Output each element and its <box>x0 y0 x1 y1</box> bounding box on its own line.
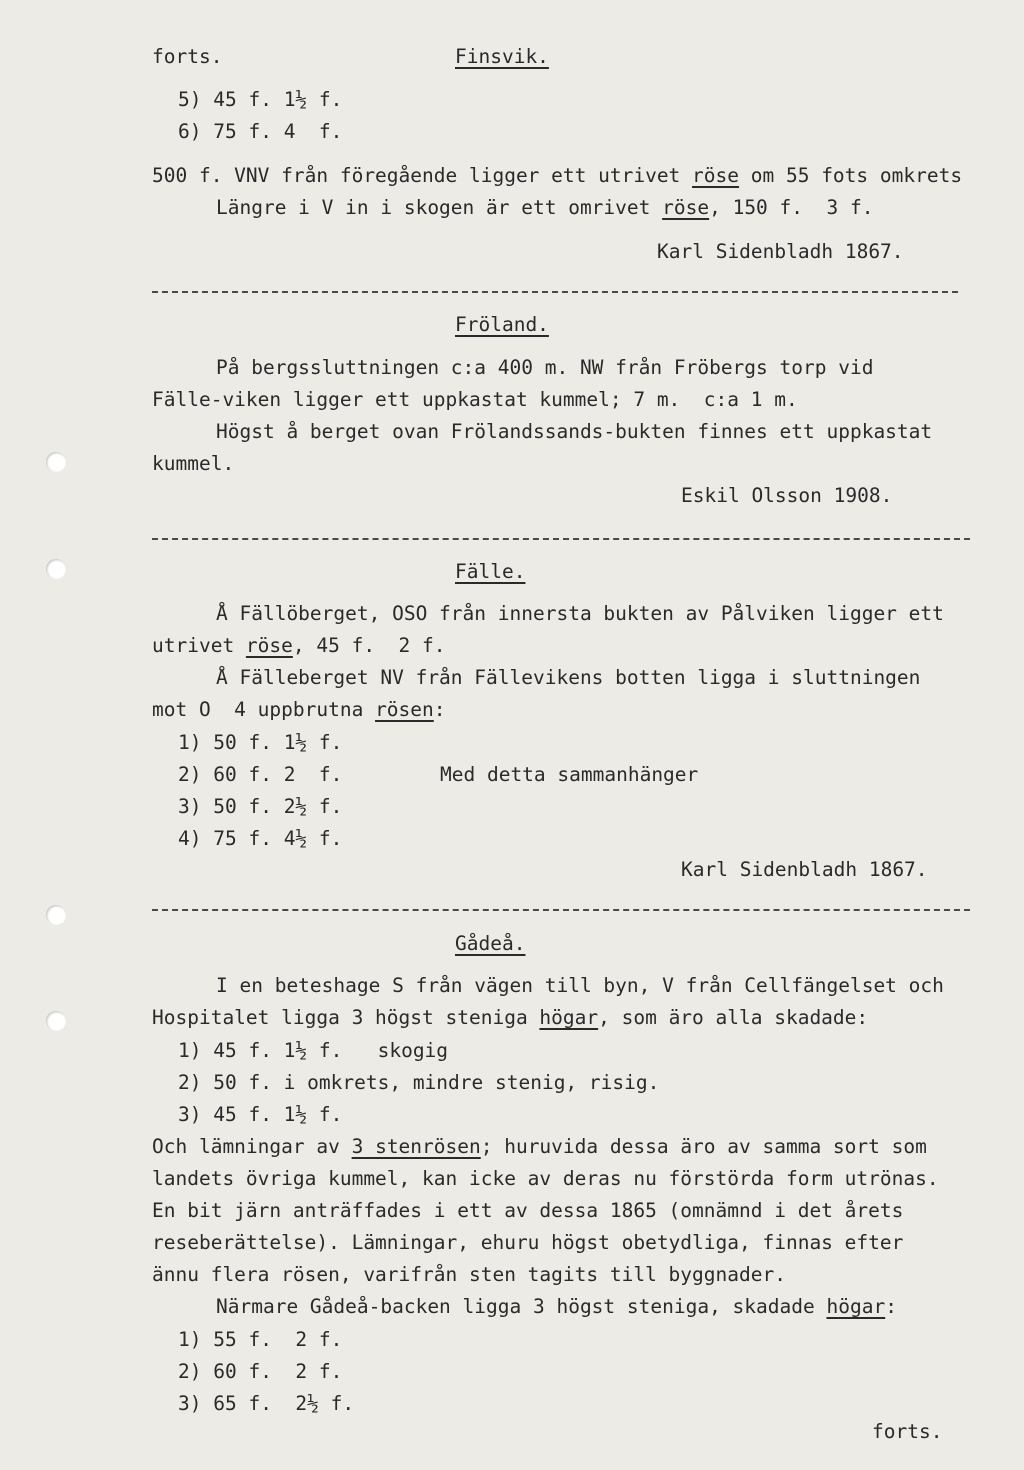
punch-hole <box>46 559 66 579</box>
paragraph-line: På bergssluttningen c:a 400 m. NW från Fröbergs torp vid <box>216 356 874 379</box>
signature: Eskil Olsson 1908. <box>681 484 893 507</box>
paragraph-line: Å Fälleberget NV från Fällevikens botten ligga i sluttningen <box>216 666 921 689</box>
section-title-falle: Fälle. <box>455 560 526 583</box>
paragraph-line: 500 f. VNV från föregående ligger ett utrivet röse om 55 fots omkrets <box>152 164 963 187</box>
header-forts: forts. <box>152 45 223 68</box>
list-item: 5) 45 f. 1½ f. <box>178 88 343 111</box>
list-note: Med detta sammanhänger <box>440 763 699 786</box>
list-item: 4) 75 f. 4½ f. <box>178 827 343 850</box>
paragraph-line: landets övriga kummel, kan icke av deras nu förstörda form utrönas. <box>152 1167 939 1190</box>
list-item: 3) 45 f. 1½ f. <box>178 1103 343 1126</box>
paragraph-line: Närmare Gådeå-backen ligga 3 högst steniga, skadade högar: <box>216 1295 897 1318</box>
paragraph-line: Högst å berget ovan Frölandssands-bukten finnes ett uppkastat <box>216 420 933 443</box>
punch-hole <box>46 905 66 925</box>
paragraph-line: I en beteshage S från vägen till byn, V från Cellfängelset och <box>216 974 944 997</box>
paragraph-line: kummel. <box>152 452 235 475</box>
section-title-finsvik: Finsvik. <box>455 45 549 68</box>
paragraph-line: Å Fällöberget, OSO från innersta bukten av Pålviken ligger ett <box>216 602 944 625</box>
section-title-froland: Fröland. <box>455 313 549 336</box>
paragraph-line: ännu flera rösen, varifrån sten tagits till byggnader. <box>152 1263 786 1286</box>
paragraph-line: Och lämningar av 3 stenrösen; huruvida dessa äro av samma sort som <box>152 1135 927 1158</box>
list-item: 6) 75 f. 4 f. <box>178 120 343 143</box>
section-divider <box>152 538 970 540</box>
list-item: 2) 50 f. i omkrets, mindre stenig, risig. <box>178 1071 660 1094</box>
list-item: 1) 50 f. 1½ f. <box>178 731 343 754</box>
list-item: 1) 45 f. 1½ f. skogig <box>178 1039 449 1062</box>
signature: Karl Sidenbladh 1867. <box>681 858 928 881</box>
punch-hole <box>46 1011 66 1031</box>
section-divider <box>152 909 970 911</box>
paragraph-line: Hospitalet ligga 3 högst steniga högar, som äro alla skadade: <box>152 1006 869 1029</box>
list-item: 2) 60 f. 2 f. <box>178 1360 343 1383</box>
paragraph-line: reseberättelse). Lämningar, ehuru högst obetydliga, finnas efter <box>152 1231 904 1254</box>
paragraph-line: utrivet röse, 45 f. 2 f. <box>152 634 446 657</box>
footer-forts: forts. <box>872 1420 943 1443</box>
paragraph-line: mot O 4 uppbrutna rösen: <box>152 698 446 721</box>
signature: Karl Sidenbladh 1867. <box>657 240 904 263</box>
list-item: 2) 60 f. 2 f. <box>178 763 343 786</box>
paragraph-line: Fälle-viken ligger ett uppkastat kummel; 7 m. c:a 1 m. <box>152 388 798 411</box>
list-item: 1) 55 f. 2 f. <box>178 1328 343 1351</box>
section-title-gadea: Gådeå. <box>455 932 526 955</box>
list-item: 3) 65 f. 2½ f. <box>178 1392 355 1415</box>
section-divider <box>152 291 958 293</box>
paragraph-line: En bit järn anträffades i ett av dessa 1865 (omnämnd i det årets <box>152 1199 904 1222</box>
punch-hole <box>46 452 66 472</box>
list-item: 3) 50 f. 2½ f. <box>178 795 343 818</box>
paragraph-line: Längre i V in i skogen är ett omrivet röse, 150 f. 3 f. <box>216 196 874 219</box>
